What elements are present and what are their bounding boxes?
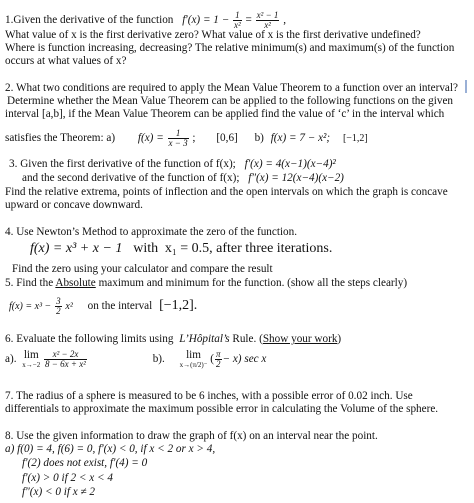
q2-a-frac xyxy=(168,129,189,148)
q1-frac2-den: x² xyxy=(264,20,271,30)
q1-line3: Where is function increasing, decreasing? The relative minimum(s) and maximum(s) of the function xyxy=(5,42,455,54)
q5-frac-den: 2 xyxy=(56,306,61,316)
q8-a2: f′(2) does not exist, f′(4) = 0 xyxy=(22,457,148,469)
q1-frac2-num: x² − 1 xyxy=(256,10,279,20)
q2-line2: Determine whether the Mean Value Theorem can be applied to the following functions on the given xyxy=(7,95,454,107)
q5-absolute: Absolute xyxy=(55,277,96,289)
q3-line4: upward or concave downward. xyxy=(5,199,143,211)
q8-a4: f″(x) < 0 if x ≠ 2 xyxy=(22,486,96,498)
q3-line2-expr: f″(x) = 12(x−4)(x−2) xyxy=(248,172,344,184)
q4-line1: 4. Use Newton’s Method to approximate the zero of the function. xyxy=(5,226,298,238)
q6-b-frac xyxy=(215,350,222,369)
q5-fx-tail: x² xyxy=(65,301,73,313)
q5-on: on the interval xyxy=(87,300,153,313)
q6-b-limit xyxy=(180,350,208,369)
q5-interval: [−1,2]. xyxy=(159,298,198,314)
q4-line3: Find the zero using your calculator and compare the result xyxy=(12,263,273,275)
q5-fx: f(x) = x³ − xyxy=(9,301,52,313)
q1-eq: = xyxy=(245,14,252,27)
q1-frac2 xyxy=(256,11,280,30)
q6-lead: 6. Evaluate the following limits using xyxy=(5,333,174,345)
q2-b-interval: [−1,2] xyxy=(342,133,368,145)
q2-b-label: b) xyxy=(254,132,264,145)
q8-line1: 8. Use the given information to draw the graph of f(x) on an interval near the point. xyxy=(5,430,378,442)
q4-expr: f(x) = x³ + x − 1 xyxy=(30,241,123,256)
q2-a-interval: [0,6] xyxy=(216,132,238,145)
q1-fprime: f′(x) = 1 − xyxy=(182,14,230,27)
q6-rule-tail: Rule. ( xyxy=(232,333,263,345)
q6-b-num: π xyxy=(215,349,221,359)
q2-line3: interval [a,b], if the Mean Value Theorem can be applied find the value of ‘c’ in the interval which xyxy=(5,108,445,120)
q1-frac1 xyxy=(233,11,242,30)
q5-line1 xyxy=(5,277,407,290)
q3-line2-lead: and the second derivative of the function of f(x); xyxy=(22,172,240,184)
q6-close: ) xyxy=(337,333,342,345)
q1-frac1-num: 1 xyxy=(233,11,242,21)
q3-line1 xyxy=(9,158,336,171)
q6-b-label: b). xyxy=(152,353,165,366)
q2-lead: satisfies the Theorem: a) xyxy=(5,132,116,145)
q5-frac xyxy=(55,297,62,316)
q8-a1: a) f(0) = 4, f(6) = 0, f′(x) < 0, if x < 2 or x > 4, xyxy=(5,443,216,455)
q6-b-sub: x→(π/2)⁻ xyxy=(179,361,208,369)
q6-show: Show your work xyxy=(262,333,338,345)
q2-a-semicolon: ; xyxy=(192,132,196,145)
q8-a3: f′(x) > 0 if 2 < x < 4 xyxy=(22,472,113,484)
q1-lead: 1.Given the derivative of the function xyxy=(5,14,174,27)
q1-comma: , xyxy=(283,14,287,27)
q5-line2 xyxy=(9,297,197,316)
q6-a-limit xyxy=(22,350,40,369)
q7-line2: differentials to approximate the maximum possible error in calculating the Volume of the sphere. xyxy=(5,403,439,415)
q5-rest: maximum and minimum for the function. (show all the steps clearly) xyxy=(98,277,408,289)
q3-line2 xyxy=(22,172,344,185)
q6-rule: L’Hôpital’s xyxy=(179,333,230,345)
q5-frac-num: 3 xyxy=(56,296,61,306)
q4-line2 xyxy=(30,242,332,256)
q1-line2: What value of x is the first derivative zero? What value of x is the first derivative undefined? xyxy=(5,29,421,41)
q6-a-lim: lim xyxy=(23,349,39,361)
q6-line2: a). lim x→−2 $\frac{\text{x² − 2x}}{\text{8 − 6x + x²}}$ b). lim x→(π/2)⁻ ( $\frac{\pi}{2}$ − x) sec x xyxy=(5,349,267,369)
q1-line4: occurs at what values of x? xyxy=(5,55,127,67)
q6-b-tail: − x) sec x xyxy=(222,353,267,366)
q1-frac1-den: x² xyxy=(234,20,241,30)
q3-line1-expr: f′(x) = 4(x−1)(x−4)² xyxy=(244,158,336,170)
q2-line1: 2. What two conditions are required to apply the Mean Value Theorem to a function over an interval? xyxy=(5,82,458,94)
q2-line4 xyxy=(5,129,368,148)
q5-lead: 5. Find the xyxy=(5,277,54,289)
text-cursor xyxy=(465,80,467,93)
q2-a-fx: f(x) = xyxy=(137,132,164,145)
q2-a-den: x − 3 xyxy=(168,138,188,148)
q7-line1: 7. The radius of a sphere is measured to be 6 inches, with a possible error of 0.02 inch. Use xyxy=(5,390,413,402)
q4-x1: x₁ = 0.5, after three iterations. xyxy=(164,241,333,256)
q2-a-num: 1 xyxy=(168,129,189,139)
q4-with: with xyxy=(133,241,159,256)
q6-a-num: x² − 2x xyxy=(44,350,87,360)
q3-line3: Find the relative extrema, points of inflection and the open intervals on which the graph is concave xyxy=(5,186,448,198)
q6-a-sub: x→−2 xyxy=(22,361,41,369)
q2-b-fx: f(x) = 7 − x²; xyxy=(270,132,331,145)
q6-b-lim: lim xyxy=(186,349,201,361)
q6-line1 xyxy=(5,333,341,346)
q6-a-label: a). xyxy=(5,353,17,366)
q3-line1-lead: 3. Given the first derivative of the function of f(x); xyxy=(9,158,236,170)
q6-a-frac xyxy=(44,350,87,369)
q1-line1 xyxy=(5,11,286,30)
q6-b-den: 2 xyxy=(215,359,221,369)
q6-a-den: 8 − 6x + x² xyxy=(45,359,86,369)
